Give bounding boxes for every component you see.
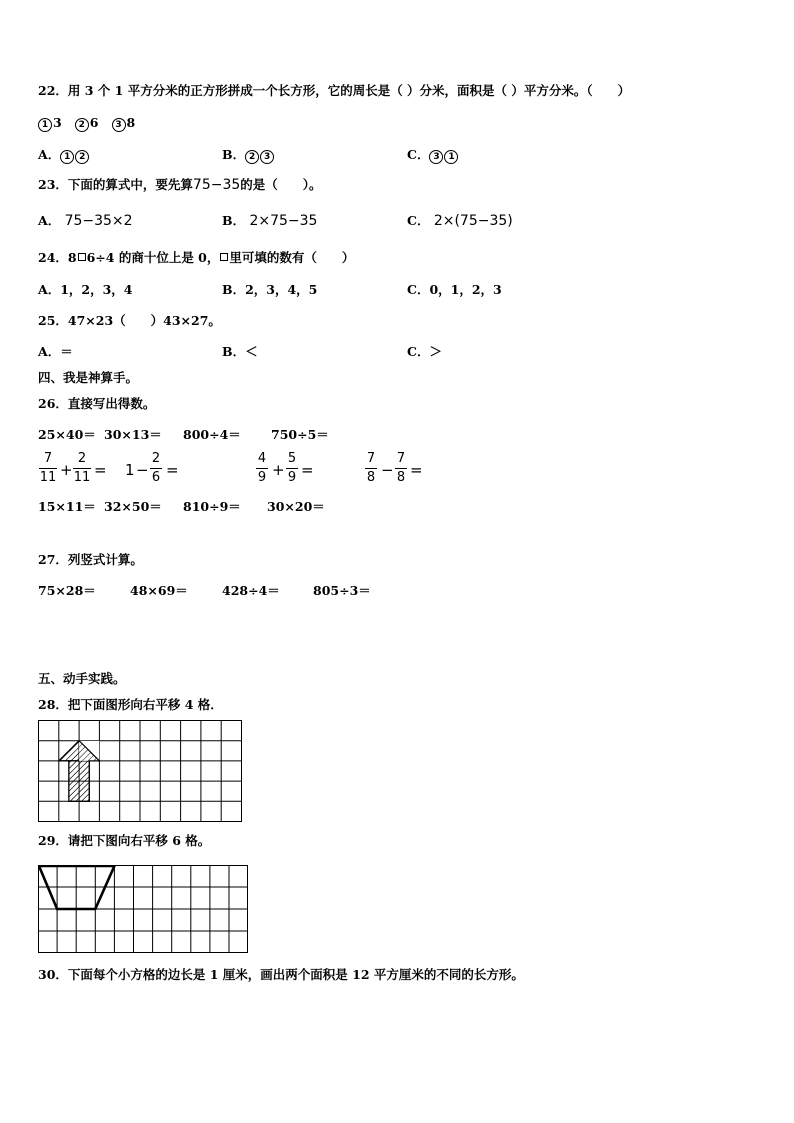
circled-number: 1 — [38, 118, 52, 132]
q24-stem-b: 6÷4 的商十位上是 0， — [86, 250, 220, 265]
fraction-bar — [39, 468, 57, 469]
q22-item-value: 8 — [126, 115, 136, 130]
option-expr: 2×75−35 — [249, 213, 318, 229]
equals-sign: = — [166, 461, 179, 479]
denominator: 9 — [257, 470, 267, 485]
circled-number: 3 — [429, 150, 443, 164]
fraction-bar — [395, 468, 407, 469]
circled-number: 1 — [444, 150, 458, 164]
fraction — [286, 452, 298, 485]
q26-item: 32×50＝ — [104, 499, 162, 514]
fraction-bar — [150, 468, 162, 469]
fraction — [256, 452, 268, 485]
q29-grid-figure — [38, 865, 249, 953]
option-expr: 75−35×2 — [64, 213, 133, 229]
circled-number: 3 — [112, 118, 126, 132]
q22-item-value: 6 — [89, 115, 99, 130]
q22-stem: 22．用 3 个 1 平方分米的正方形拼成一个长方形，它的周长是（ ）分米，面积是（ ）平方分米。（ ） — [38, 83, 631, 98]
q25-option-a: A．＝ — [38, 344, 73, 359]
circled-number: 1 — [60, 150, 74, 164]
q23-stem-text: 23．下面的算式中，要先算 — [38, 177, 193, 192]
fraction-bar — [365, 468, 377, 469]
fraction — [150, 452, 162, 485]
fraction — [73, 452, 91, 485]
numerator: 7 — [396, 451, 406, 466]
q24-stem — [38, 250, 354, 266]
denominator: 6 — [151, 470, 161, 485]
minus-sign: − — [381, 461, 394, 479]
option-label: C． — [407, 147, 430, 162]
denominator: 11 — [39, 470, 57, 485]
q26-item: 750÷5＝ — [271, 427, 329, 442]
numerator: 2 — [151, 451, 161, 466]
option-label: A． — [38, 147, 61, 162]
fraction-bar — [256, 468, 268, 469]
q23-option-b — [222, 213, 317, 229]
q26-item: 30×13＝ — [104, 427, 162, 442]
q27-item: 48×69＝ — [130, 583, 188, 598]
q29-title: 29．请把下图向右平移 6 格。 — [38, 833, 211, 848]
q22-option-a — [38, 147, 90, 164]
numerator: 7 — [43, 451, 53, 466]
q30-title: 30．下面每个小方格的边长是 1 厘米，画出两个面积是 12 平方厘米的不同的长方形。 — [38, 967, 524, 982]
option-label: B． — [222, 213, 246, 228]
circled-number: 2 — [75, 118, 89, 132]
q24-option-b: B．2，3，4，5 — [222, 282, 318, 297]
q26-title: 26．直接写出得数。 — [38, 396, 156, 411]
q25-option-c: C．＞ — [407, 344, 442, 359]
option-label: A． — [38, 213, 61, 228]
plus-sign: + — [60, 461, 73, 479]
denominator: 11 — [73, 470, 91, 485]
q28-grid-figure — [38, 720, 243, 823]
q27-item: 75×28＝ — [38, 583, 96, 598]
q28-title: 28．把下面图形向右平移 4 格． — [38, 697, 223, 712]
q23-stem — [38, 177, 322, 193]
q22-items — [38, 115, 135, 132]
q26-item: 25×40＝ — [38, 427, 96, 442]
circled-number: 2 — [245, 150, 259, 164]
fraction — [365, 452, 377, 485]
denominator: 9 — [287, 470, 297, 485]
option-label: C． — [407, 213, 430, 228]
numerator: 5 — [287, 451, 297, 466]
q25-option-b: B．＜ — [222, 344, 258, 359]
q24-stem-c: 里可填的数有（ ） — [229, 250, 355, 265]
fraction — [395, 452, 407, 485]
fraction-bar — [73, 468, 91, 469]
numerator: 4 — [257, 451, 267, 466]
q27-item: 428÷4＝ — [222, 583, 280, 598]
fraction — [39, 452, 57, 485]
whole-number: 1 — [125, 461, 135, 479]
q25-stem: 25．47×23（ ）43×27。 — [38, 313, 221, 328]
minus-sign: − — [136, 461, 149, 479]
q23-expr: 75−35 — [192, 177, 241, 193]
q26-item: 30×20＝ — [267, 499, 325, 514]
numerator: 7 — [366, 451, 376, 466]
q24-stem-a: 24．8 — [38, 250, 77, 265]
q24-option-c: C．0，1，2，3 — [407, 282, 502, 297]
equals-sign: = — [94, 461, 107, 479]
numerator: 2 — [77, 451, 87, 466]
q23-option-c — [407, 213, 513, 229]
option-label: B． — [222, 147, 246, 162]
q26-item: 800÷4＝ — [183, 427, 241, 442]
q23-stem-end: 的是（ ）。 — [240, 177, 322, 192]
q27-title: 27．列竖式计算。 — [38, 552, 143, 567]
plus-sign: + — [272, 461, 285, 479]
q24-option-a: A．1，2，3，4 — [38, 282, 133, 297]
section-5-heading: 五、动手实践。 — [38, 671, 126, 686]
blank-box — [220, 253, 228, 261]
q27-item: 805÷3＝ — [313, 583, 371, 598]
q22-option-c — [407, 147, 459, 164]
denominator: 8 — [366, 470, 376, 485]
circled-number: 2 — [75, 150, 89, 164]
q26-item: 15×11＝ — [38, 499, 96, 514]
fraction-bar — [286, 468, 298, 469]
q22-item-value: 3 — [53, 115, 62, 130]
equals-sign: = — [301, 461, 314, 479]
circled-number: 3 — [260, 150, 274, 164]
option-expr: 2×(75−35) — [433, 213, 513, 229]
q26-item: 810÷9＝ — [183, 499, 241, 514]
denominator: 8 — [396, 470, 406, 485]
equals-sign: = — [410, 461, 423, 479]
q22-option-b — [222, 147, 275, 164]
q23-option-a — [38, 213, 133, 229]
section-4-heading: 四、我是神算手。 — [38, 370, 139, 385]
blank-box — [78, 253, 86, 261]
